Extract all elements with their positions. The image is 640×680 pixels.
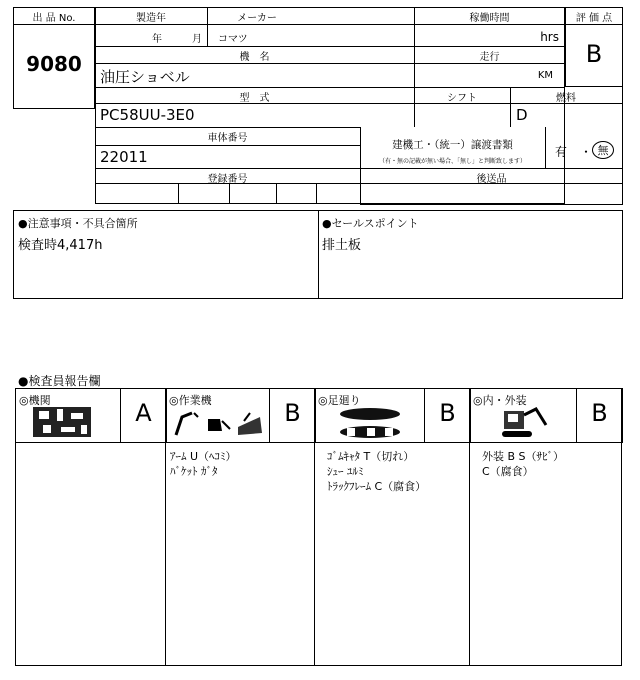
sales-point-text: 排土板 <box>322 238 362 253</box>
serial-label: 車体番号 <box>207 133 248 144</box>
model-label: 機 名 <box>239 52 270 63</box>
lot-number-label: 出 品 No. <box>32 13 76 24</box>
doc-label: 建機工・（統一）譲渡書類 <box>392 139 513 151</box>
serial-value: 22011 <box>100 148 148 166</box>
inspection-exterior-section <box>469 388 622 666</box>
section-label: ◎機関 <box>19 394 51 407</box>
later-label: 後送品 <box>476 174 507 185</box>
work-equipment-photo <box>172 409 266 439</box>
doc-yes-option: 有 <box>555 145 568 159</box>
year-label: 製造年 <box>136 13 166 24</box>
distance-unit: KM <box>537 70 553 81</box>
reg-label: 登録番号 <box>207 174 248 185</box>
undercarriage-photo <box>335 404 405 440</box>
doc-separator: ・ <box>580 145 593 159</box>
fuel-value: D <box>516 106 528 124</box>
shift-label: シフト <box>447 93 477 104</box>
overall-grade: B <box>585 40 603 68</box>
doc-no-option: 無 <box>592 141 614 159</box>
type-label: 型 式 <box>239 93 270 104</box>
inspection-title: ●検査員報告欄 <box>18 374 101 388</box>
hours-unit: hrs <box>540 30 559 44</box>
maker-label: メーカー <box>237 13 277 24</box>
defects-label: ●注意事項・不具合箇所 <box>18 217 138 230</box>
type-value: PC58UU-3E0 <box>100 106 195 124</box>
inspection-engine-section <box>15 388 166 666</box>
maker-value: コマツ <box>218 34 248 45</box>
inspection-undercarriage-section <box>314 388 470 666</box>
year-unit: 年 <box>152 34 162 45</box>
fuel-label: 燃料 <box>556 93 576 104</box>
distance-label: 走行 <box>479 52 500 63</box>
model-name: 油圧ショベル <box>100 68 190 86</box>
month-unit: 月 <box>192 34 202 45</box>
engine-photo <box>31 405 93 439</box>
section-grade: B <box>284 399 301 427</box>
sales-point-label: ●セールスポイント <box>322 217 419 230</box>
lot-number: 9080 <box>26 52 82 76</box>
hours-label: 稼働時間 <box>469 13 510 24</box>
section-grade: A <box>135 399 152 427</box>
section-notes: 外装 B S（ｻﾋﾞ） C（腐食） <box>482 450 565 478</box>
section-notes: ｺﾞﾑｷｬﾀ T（切れ） ｼｭｰ ﾕﾙﾐ ﾄﾗｯｸﾌﾚｰﾑ C（腐食） <box>327 450 427 493</box>
section-label: ◎足廻り <box>318 394 361 407</box>
section-grade: B <box>439 399 456 427</box>
evaluation-label: 評 価 点 <box>575 13 613 24</box>
section-grade: B <box>591 399 608 427</box>
section-notes: ｱｰﾑ U（ﾍｺﾐ） ﾊﾞｹｯﾄ ｶﾞﾀ <box>170 450 237 478</box>
excavator-photo <box>500 405 550 439</box>
section-label: ◎作業機 <box>169 394 212 407</box>
defects-text: 検査時4,417h <box>18 238 103 253</box>
inspection-work-equipment-section <box>165 388 315 666</box>
section-label: ◎内・外装 <box>473 394 527 407</box>
doc-note: （有・無の記載が無い場合、「無し」と判断致します） <box>378 158 526 165</box>
